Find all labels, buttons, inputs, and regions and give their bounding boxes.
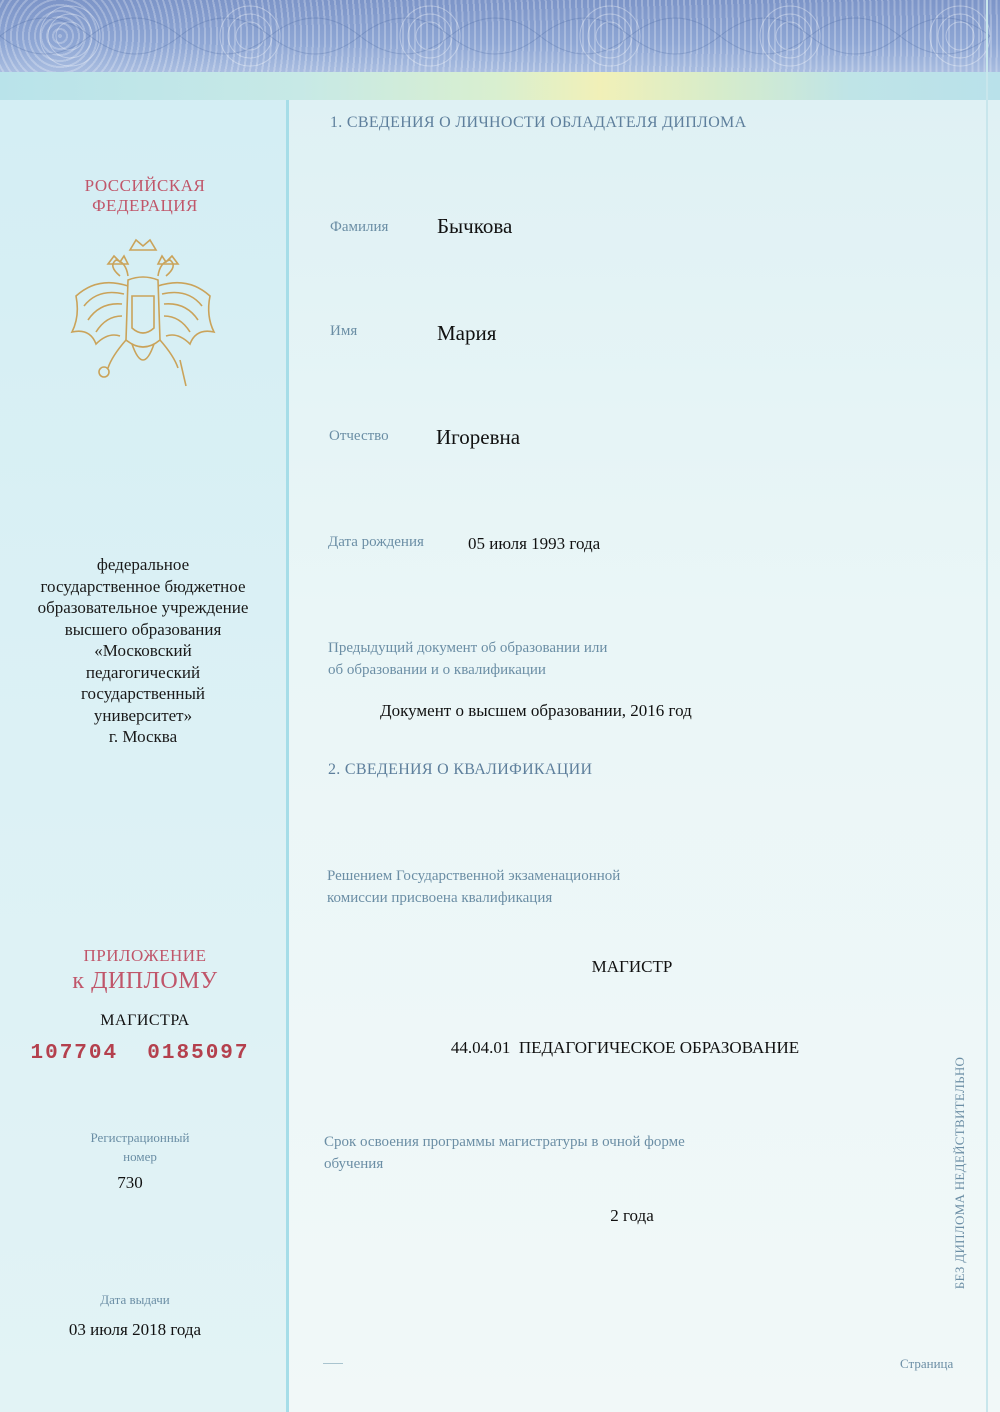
reg-number-value: 730 xyxy=(117,1173,143,1192)
duration-label-line: обучения xyxy=(324,1156,384,1172)
institution-line: образовательное учреждение xyxy=(37,598,249,617)
section1-heading: 1. СВЕДЕНИЯ О ЛИЧНОСТИ ОБЛАДАТЕЛЯ ДИПЛОМА xyxy=(330,114,747,131)
guilloche-pattern xyxy=(0,0,1000,72)
degree-title: МАГИСТРА xyxy=(100,1012,190,1029)
page-label: Страница xyxy=(900,1356,954,1371)
duration-value: 2 года xyxy=(610,1206,654,1225)
surname-value: Бычкова xyxy=(437,214,513,238)
prev-document-label xyxy=(328,637,607,681)
reg-label-line: номер xyxy=(123,1149,157,1164)
institution-line: государственный xyxy=(80,684,206,703)
prev-doc-label-line: Предыдущий документ об образовании или xyxy=(328,640,608,656)
duration-label xyxy=(324,1131,685,1175)
coat-of-arms-emblem xyxy=(68,236,218,396)
reg-label-line: Регистрационный xyxy=(90,1130,190,1145)
institution-line: университет» xyxy=(93,705,193,725)
patronymic-value: Игоревна xyxy=(436,425,521,449)
institution-line: высшего образования xyxy=(64,619,222,639)
rainbow-stripe xyxy=(0,72,1000,100)
vertical-validity-note: БЕЗ ДИПЛОМА НЕДЕЙСТВИТЕЛЬНО xyxy=(952,1056,967,1290)
institution-line: «Московский xyxy=(94,641,192,660)
institution-line: государственное бюджетное xyxy=(40,576,246,596)
decision-line: комиссии присвоена квалификация xyxy=(327,890,553,906)
reg-number-label xyxy=(40,1128,240,1166)
decision-label xyxy=(327,865,620,909)
issue-date-value: 03 июля 2018 года xyxy=(68,1320,202,1339)
birth-date-label: Дата рождения xyxy=(328,534,424,550)
prev-document-value: Документ о высшем образовании, 2016 год xyxy=(380,701,692,720)
program-value: 44.04.01 ПЕДАГОГИЧЕСКОЕ ОБРАЗОВАНИЕ xyxy=(450,1038,800,1057)
duration-label-line: Срок освоения программы магистратуры в очной форме xyxy=(324,1134,685,1150)
name-value: Мария xyxy=(437,321,497,345)
patronymic-label: Отчество xyxy=(329,428,389,444)
country-title: РОССИЙСКАЯ ФЕДЕРАЦИЯ xyxy=(84,176,206,215)
prev-doc-label-line: об образовании и о квалификации xyxy=(328,662,546,678)
serial-number: 107704 0185097 xyxy=(30,1042,250,1065)
appendix-title-line1: ПРИЛОЖЕНИЕ xyxy=(83,946,207,965)
footer-dash xyxy=(323,1363,343,1364)
guilloche-band xyxy=(0,0,1000,72)
birth-date-value: 05 июля 1993 года xyxy=(468,534,601,553)
institution-block xyxy=(14,554,272,748)
section2-heading: 2. СВЕДЕНИЯ О КВАЛИФИКАЦИИ xyxy=(328,761,593,778)
decision-line: Решением Государственной экзаменационной xyxy=(327,868,621,884)
qualification-value: МАГИСТР xyxy=(591,957,673,976)
right-edge-line xyxy=(986,0,988,1412)
surname-label: Фамилия xyxy=(330,219,389,235)
institution-line: г. Москва xyxy=(108,727,178,746)
institution-line: педагогический xyxy=(85,662,201,682)
appendix-title-line2: к ДИПЛОМУ xyxy=(72,968,218,994)
institution-line: федеральное xyxy=(96,555,190,574)
issue-date-label: Дата выдачи xyxy=(100,1292,170,1307)
name-label: Имя xyxy=(330,323,358,339)
